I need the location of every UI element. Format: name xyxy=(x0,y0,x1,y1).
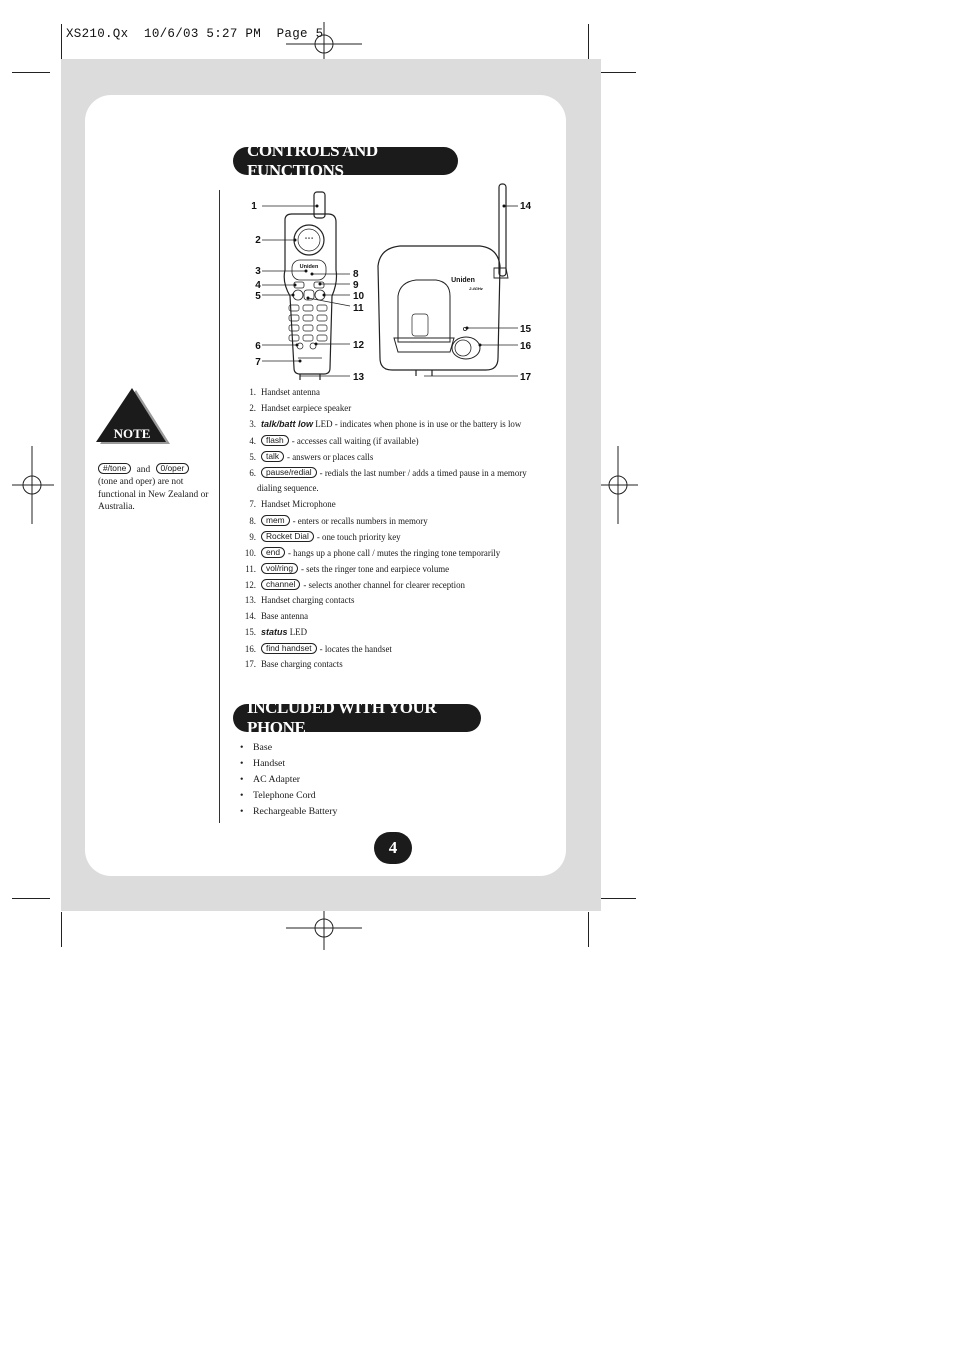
find-handset-key-label: find handset xyxy=(261,643,317,654)
list-item: 11. vol/ring - sets the ringer tone and earpiece volume xyxy=(245,563,450,574)
list-item: 12. channel - selects another channel for clearer reception xyxy=(244,579,465,590)
phone-diagram xyxy=(240,178,540,386)
svg-text:● ● ●: ● ● ● xyxy=(304,236,314,240)
note-label: NOTE xyxy=(113,426,151,441)
base-body xyxy=(378,246,500,370)
callout-7: 7 xyxy=(255,357,261,368)
vol-ring-key-label: vol/ring xyxy=(261,563,298,574)
callout-14: 14 xyxy=(520,201,532,212)
crop-mark xyxy=(598,72,636,73)
registration-mark-bottom xyxy=(286,906,362,950)
mem-key-label: mem xyxy=(261,515,290,526)
callout-11: 11 xyxy=(353,303,364,314)
rocket-dial-key-label: Rocket Dial xyxy=(261,531,314,542)
list-item-continuation: dialing sequence. xyxy=(257,483,319,493)
list-item: 1. Handset antenna xyxy=(249,387,320,397)
channel-key-label: channel xyxy=(261,579,300,590)
callout-3: 3 xyxy=(255,266,261,277)
callout-16: 16 xyxy=(520,341,532,352)
talk-batt-low-label: talk/batt low xyxy=(261,419,314,429)
list-item: 10. end - hangs up a phone call / mutes the ringing tone temporarily xyxy=(244,547,501,558)
crop-mark xyxy=(61,912,62,947)
registration-mark-right xyxy=(596,446,638,524)
crop-mark xyxy=(598,898,636,899)
handset-brand-label: Uniden xyxy=(299,264,319,270)
end-key-label: end xyxy=(261,547,285,558)
crop-mark xyxy=(61,24,62,59)
print-header: XS210.Qx 10/6/03 5:27 PM Page 5 xyxy=(66,27,324,41)
column-divider xyxy=(219,190,220,823)
list-item: 4. flash - accesses call waiting (if available) xyxy=(249,435,419,446)
list-item: • Base xyxy=(240,742,273,753)
list-item: 2. Handset earpiece speaker xyxy=(249,403,352,413)
crop-mark xyxy=(12,72,50,73)
list-item: • Handset xyxy=(240,758,286,769)
flash-key-label: flash xyxy=(261,435,289,446)
callout-13: 13 xyxy=(353,372,365,383)
crop-mark xyxy=(12,898,50,899)
registration-mark-left xyxy=(12,446,54,524)
oper-key-label: 0/oper xyxy=(156,463,190,474)
base-freq-label: 2.4GHz xyxy=(469,286,483,291)
list-item: • AC Adapter xyxy=(240,774,301,785)
callout-8: 8 xyxy=(353,269,359,280)
callout-10: 10 xyxy=(353,291,365,302)
note-text xyxy=(98,463,210,514)
list-item: 7. Handset Microphone xyxy=(249,499,336,509)
base-brand-label: Uniden xyxy=(451,277,475,284)
section-title-included: INCLUDED WITH YOUR PHONE xyxy=(233,704,481,732)
base-antenna xyxy=(499,184,506,276)
page-number: 4 xyxy=(374,832,412,864)
list-item: • Telephone Cord xyxy=(240,790,316,801)
list-item: 3. talk/batt low LED - indicates when phone is in use or the battery is low xyxy=(249,419,522,429)
list-item: 8. mem - enters or recalls numbers in memory xyxy=(249,515,428,526)
crop-mark xyxy=(588,912,589,947)
status-label: status xyxy=(261,627,288,637)
list-item: 6. pause/redial - redials the last number / adds a timed pause in a memory xyxy=(249,467,527,478)
callout-12: 12 xyxy=(353,340,365,351)
callout-5: 5 xyxy=(255,291,261,302)
callout-1: 1 xyxy=(251,201,257,212)
talk-key-label: talk xyxy=(261,451,284,462)
list-item: 17. Base charging contacts xyxy=(244,659,343,669)
note-body: (tone and oper) are not functional in New Zealand or Australia. xyxy=(98,477,209,513)
list-item: • Rechargeable Battery xyxy=(240,806,338,817)
list-item: 14. Base antenna xyxy=(244,611,309,621)
callout-4: 4 xyxy=(255,280,261,291)
callout-2: 2 xyxy=(255,235,261,246)
list-item: 15. status LED xyxy=(244,627,307,637)
list-item: 16. find handset - locates the handset xyxy=(244,643,392,654)
crop-mark xyxy=(588,24,589,59)
list-item: 13. Handset charging contacts xyxy=(244,595,355,605)
pause-redial-key-label: pause/redial xyxy=(261,467,317,478)
section-title-controls: CONTROLS AND FUNCTIONS xyxy=(233,147,458,175)
note-triangle-icon xyxy=(96,388,172,446)
callout-9: 9 xyxy=(353,280,359,291)
handset-earpiece xyxy=(294,225,324,255)
callout-17: 17 xyxy=(520,372,532,383)
list-item: 5. talk - answers or places calls xyxy=(249,451,374,462)
tone-key-label: #/tone xyxy=(98,463,131,474)
callout-6: 6 xyxy=(255,341,261,352)
list-item: 9. Rocket Dial - one touch priority key xyxy=(249,531,401,542)
callout-15: 15 xyxy=(520,324,532,335)
note-and: and xyxy=(136,465,151,475)
